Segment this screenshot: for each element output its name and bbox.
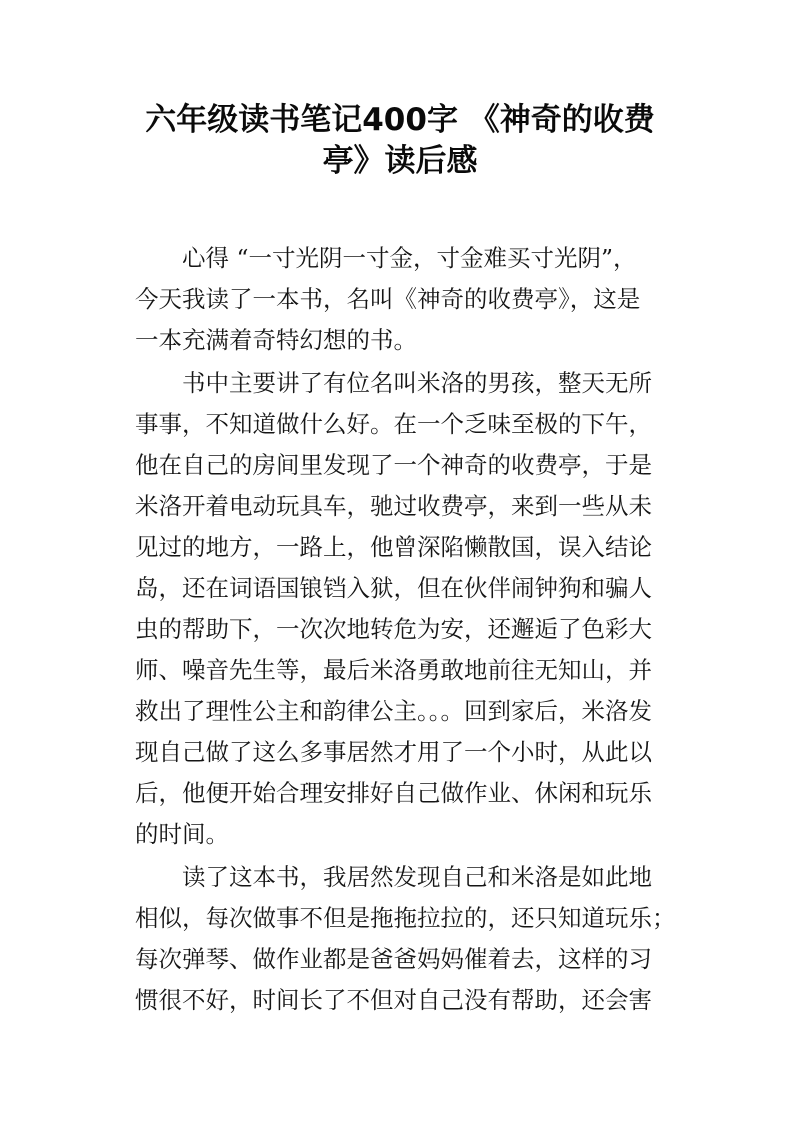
paragraph-2: [135, 363, 695, 855]
text-line: 书中主要讲了有位名叫米洛的男孩，整天无所: [182, 369, 652, 397]
text-line: 相似，每次做事不但是拖拖拉拉的，还只知道玩乐；: [135, 904, 676, 932]
text-line: 他在自己的房间里发现了一个神奇的收费亭，于是: [135, 451, 652, 479]
document-body: [135, 238, 695, 1021]
paragraph-1: [135, 238, 695, 361]
paragraph-3: [135, 857, 695, 1021]
text-line: 惯很不好，时间长了不但对自己没有帮助，还会害: [135, 986, 652, 1014]
text-line: 见过的地方，一路上，他曾深陷懒散国，误入结论: [135, 533, 652, 561]
title-line-1: 六年级读书笔记400字 《神奇的收费: [145, 102, 655, 138]
text-line: 师、噪音先生等，最后米洛勇敢地前往无知山，并: [135, 656, 652, 684]
text-line: 虫的帮助下，一次次地转危为安，还邂逅了色彩大: [135, 615, 652, 643]
title-line-2: 亭》读后感: [322, 143, 478, 179]
text-line: 岛，还在词语国锒铛入狱，但在伙伴闹钟狗和骗人: [135, 574, 652, 602]
text-line: 一本充满着奇特幻想的书。: [135, 326, 417, 354]
document-title: [100, 100, 700, 182]
text-line: 米洛开着电动玩具车，驰过收费亭，来到一些从未: [135, 492, 652, 520]
text-line: 心得 “一寸光阴一寸金，寸金难买寸光阴”，: [182, 244, 637, 272]
text-line: 救出了理性公主和韵律公主。。。回到家后，米洛发: [135, 697, 652, 725]
text-line: 事事，不知道做什么好。在一个乏味至极的下午，: [135, 410, 652, 438]
text-line: 今天我读了一本书，名叫《神奇的收费亭》，这是: [135, 285, 641, 313]
text-line: 每次弹琴、做作业都是爸爸妈妈催着去，这样的习: [135, 945, 652, 973]
text-line: 读了这本书，我居然发现自己和米洛是如此地: [182, 863, 652, 891]
text-line: 现自己做了这么多事居然才用了一个小时，从此以: [135, 738, 652, 766]
text-line: 的时间。: [135, 820, 229, 848]
text-line: 后，他便开始合理安排好自己做作业、休闲和玩乐: [135, 779, 652, 807]
